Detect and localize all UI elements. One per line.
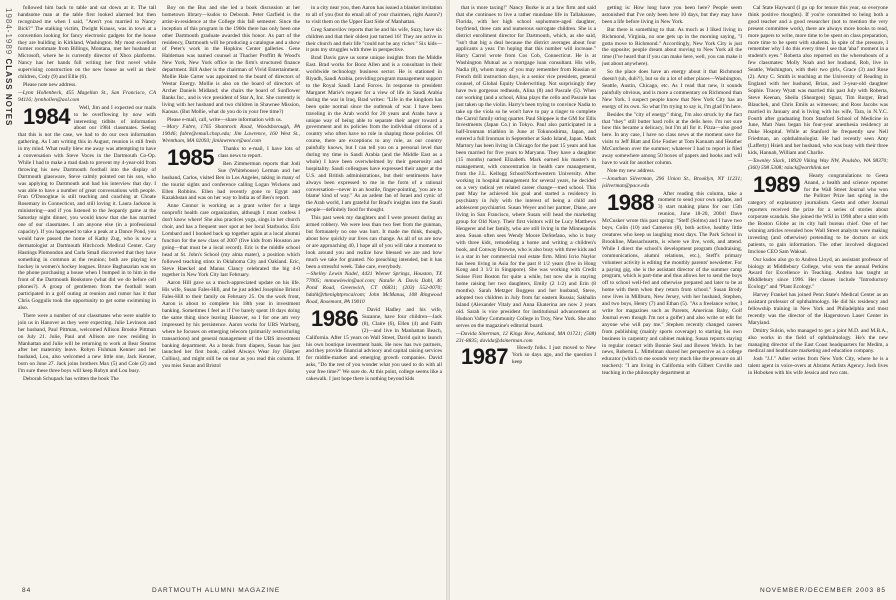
class-note-paragraph: Harvey Frankel has joined Penn State's Medical Center as an assistant professor of ophthalmology. He did his residency and fellowship training in New York and Philadelphia and most recently was the director of the Hagerstown Laser Center in Maryland.	[748, 292, 888, 326]
class-note-paragraph: Aaron Hill gave us a much-appreciated update on his life. His wife, Susan Fales-Hill, and he just added Josephine Bristol Fales-Hill to their family on February 25. On the work front, Aaron is about to complete his 18th year in investment banking. Sometimes I feel as if I've barely spent 18 days doing the same thing since leaving Hanover, so I for one am very impressed by his persistence. Aaron works for UBS Warburg, where he focuses on emerging telecom (primarily restructuring transactions) and general management of the UBS investment banking department. As a break from diapers, Susan has just launched her first book, called Always Wear Joy (Harper Collins), and might still be on tour as you read this column. If you miss Susan and Bristol	[162, 280, 300, 370]
class-note-paragraph: Josh "J.J." Adler writes from New York City, where he is a talent agent in voice-overs at Abrams Artists Agency. Josh lives in Hoboken with his wife Jessica and two cats.	[748, 356, 888, 377]
section-range: 1984-1989	[4, 8, 13, 56]
correspondent-signature: —Lynn Hollenbeck, 455 Magellan St., San Francisco, CA 94116; lynnhollen@aol.com	[18, 89, 156, 103]
left-page-number: 84	[22, 587, 32, 594]
class-year-heading: 1984	[23, 103, 70, 129]
class-year-entry	[456, 344, 596, 370]
class-year-entry	[18, 105, 156, 312]
section-title: CLASS NOTES	[4, 58, 13, 127]
class-note-text: Hearty congratulations to Geeta Anand, a health and science reporter for the Wall Street Journal who won the Pulitzer Prize last spring in the category of explanatory journalism. Geeta and other Journal reporters received the prize for a series of stories about corporate scandals. She joined the WSJ in 1998 after a stint with the Boston Globe as its city hall bureau chief. One of her winning articles revealed how Wall Street analysts were making investing (and otherwise) pretending to be doctors or sick patients, to gain information. The other involved disgraced Imclone CEO Sam Waksal.	[748, 172, 888, 255]
class-year-entry	[162, 145, 300, 171]
class-note-paragraph: Boy on the Bus and she led a book discussion at her hometown library—kudos to Deborah. Peter Garfield is the artist-in-residence at the College this fall semester. Since the inception of this program in the 1960s there has only been one other Dartmouth graduate awarded this honor. As part of the residency, Dartmouth will be producing a catalogue and a show of Peter's work in the Hopkins Center galleries. Gene Haldeman was named counsel at Thacher Proffitt & Wood's New York, New York office in the firm's structured finance department. Bill Asher is the chairman of Vivid Entertainment. Mollie Hale Carter was appointed to the board of directors of Westar Energy. Mollie is also on the board of directors of Archer Daniels Midland; she chairs the board of Sunflower Banks Inc., and is vice president of Star A, Inc. She currently is living with her husband and two children in Shawnee Mission, Kansas. (But Mollie, what do you do in your free time?)	[162, 5, 300, 115]
class-year-heading: 1987	[461, 344, 508, 370]
correspondent-signature: —Mary Fabre, 1765 Shamrock Road, Woodsborough, PA 19046; fabre@email.chop.edu; Jim Lawrence, 160 West St., Wrentham, MA 02093; jimlawrence@aol.com	[162, 124, 300, 145]
class-note-paragraph: Anne Connor is working as a grant writer for a large nonprofit health care organization, although I must confess I don't know where! She also practices yoga, sings in her church choir, and has a frequent user spot at her local Starbucks. Eric Lombard and I hooked back up together again at a local alumni function for the new class of 2007 (five kids from Houston are going—that must be a local record). Eric is the middle school head at St. John's School (my alma mater), a position which followed teaching stints in Oklahoma City and Oakland. Eric, Steve Haeckel and Manus Clancy celebrated the big 4-0 together in New York City last February.	[162, 203, 300, 279]
text-column-4	[456, 5, 596, 583]
class-note-paragraph: Please e-mail, call, write—share information with us.	[167, 116, 283, 123]
class-note-paragraph: Please note new address.	[23, 81, 77, 88]
class-year-entry	[306, 307, 442, 383]
class-note-text: Howdy folks. I just moved to New York so days ago, and the question I keep	[511, 345, 596, 366]
magazine-title: DARTMOUTH ALUMNI MAGAZINE	[152, 587, 281, 594]
text-column-5	[602, 5, 742, 583]
right-page-number: 85	[876, 587, 886, 594]
class-year-heading: 1986	[311, 305, 358, 331]
class-note-text: Thanks to e-mail, I have lots of class news to report.	[217, 146, 300, 160]
class-note-paragraph: Brad Davis gave us some unique insights from the Middle East. Brad works for Booz Allen and is a consultant in their worldwide technology business sector. He is stationed in Riyadh, Saudi Arabia, providing program management support to the Royal Saudi Land Forces. In response to president Margaret Marie's request for a view of life in Saudi Arabia during the war in Iraq, Brad writes: "Life in the kingdom has been quite normal since the outbreak of war. I have been traveling in the Arab world for 20 years and Arabs have a unique way of being able to separate their anger toward a government and its policies from the individual citizens of a country who often have no role in shaping those policies. Of course, there are exceptions to any rule, as our country painfully knows, but I can tell you on a personal level that during my time in Saudi Arabia (and the Middle East as a whole) I have been overwhelmed by their generosity and hospitality. Saudi colleagues have expressed their anger at the U.S. and British administrations, but their sentiments have always been expressed to me in the form of a rational conversation—never in an hostile, finger-pointing, 'you are to blame' kind of way." As an ardent fan of Israel and cynic of the Arab world, I am grateful for Brad's insights into the Saudi people—definitely food for thought.	[306, 55, 442, 214]
class-note-paragraph: getting is: How long have you been here? People seem astonished that I've only been here 10 days, but they may have been a life before living in New York.	[602, 5, 742, 25]
class-note-paragraph: There were a number of our classmates who were unable to join us in Hanover as they were expecting. Julie Levinson and her husband, Paul Pittman, welcomed Allison Brooke Pittman on July 21. Julie, Paul and Allison are now residing in Manhattan and Julie will be returning to work at Bear Stearns after her maternity leave. Robyn Fishman Kenner and her husband, Lou, also welcomed a new little one, Jack Kenner, born on June 27. Jack joins brothers Max (5) and Cole (2) and I'm sure these three boys will keep Robyn and Lou busy.	[18, 312, 156, 375]
class-note-paragraph: So the place does have an energy about it that Richmond doesn't (uh, duh?!), but so do a lot of other places—Washington, Seattle, Austin, Chicago, etc. As I read that new, it sounds painfully obvious, and is more a commentary on Richmond than New York. I suspect people know that New York City has an energy of its own. So what I'm trying to say is, I'm glad I'm here.	[602, 69, 742, 110]
class-note-text: Well, Jim and I expected our mails to be overflowing by now with interesting tidbits of information about our 1984 classmates. Seeing that this is not the case, we had to do our own information gathering. As I am writing this in August, reunion is still fresh in my mind. What really blew me away was attempting to have a conversation with Steve Voces in the Dartmouth Co-Op. While I had to make a mad dash to prevent my 4-year-old from throwing his new Dartmouth football into the display of Dartmouth glassware, Steve calmly pointed out his son, who was applying to Dartmouth and had his interview that day. I was able to have a number of great conversations with people. Fran O'Donoghue is still teaching and coaching at Choate Rosemary in Connecticut, and still loving it. Laura Jackson is ministering—and if you listened to the Jeopardy game at the Saturday night dinner, you would know that she has married one of our classmates. I am anyone else (in a professional capacity). If you happened to take a peak at a Dance Pond, you would have passed the home of Kathy Zug, who is now a dermatologist at Dartmouth Hitchcock Medical Center. Cary Hastings Plomondon and Carla Small discovered that they have something in common at the reunion; both are playing ice hockey in women's hockey leagues. Bruce Baghasarian was on the phone purchasing a house when I bumped in to him in the front of the Dartmouth Bookstore (what did we do before cell phones?). A group of gentlemen from the football team participated in a golf outing at reunion and rumor has it that Chris Goggulis took the opportunity to get some swimming in also.	[18, 104, 156, 311]
class-note-paragraph: Greg Samovilov reports that he and his wife, Suzy, have six children and that their oldest just turned 16! They are active in their church and their life "could not be any richer." Six kids—it puts my struggles with three in perspective.	[306, 26, 442, 54]
correspondent-signature: —Jonathan Silverman, 296 Union St., Brooklyn, NY 11231; jsilverman@pace.edu	[602, 175, 742, 189]
class-year-heading: 1989	[753, 171, 800, 197]
class-note-paragraph: Note my new address.	[607, 167, 655, 174]
class-note-paragraph: that is more taxing!" Nancy Burke is at a law firm and said that she continues to live a rather mundane life in Tallahassee, Florida, with her high school sophomore-aged daughter, boyfriend, three cats and numerous surrogate children. She is a district enrollment director for Dartmouth, which, as she said, "isn't that big a deal because the district averages about four applicants a year. I'm hoping that this number will increase." Harry Carrol wrote from Cos Cob, Connecticut. He is at Washington Mutual as a mortgage loan consultant. His wife, Nadia (8), whom many of you may remember from Russian or French drill instruction days, is a senior vice president, general counsel, of Global Equity Underwriting. Not surprisingly they have two gorgeous redheads, Alina (8) and Pascale (5). When not working (and a school, Alina plays the cello and Pascale has just taken up the violin. Harry's been trying to convince Nadia to take up the viola so he won't have to pay a ringer to complete the Carrol family string quartet. Paul Shippee is the GM for Ellis Investments (Japan Co.) in Tokyo. Paul also participated in a half-Ironman triathlon in June at Tokunoshima, Japan, and entered a full Ironman in September at Sado Island, Japan. Mark Martory has been living in Chicago for the past 15 years and has been married for five years to Maryann. They have a daughter (15 months) named Elizabeth. Mark earned his master's in management, with concentration in health care management, from the J.L. Kellogg School/Northwestern University. After working in hospital management for several years, he decided on a very radical yet related career change—med school. This past May he achieved his goal and started a residency in psychiatry in July with the interest of being a child and adolescent psychiatrist. Susan Weyer and her partner, Diane, are living in San Francisco, where Susan will head the marketing group for Old Navy. Their first visitors will be Lucy Matthews Hengerer and her family, who are still living in the Minneapolis area. Susan often sees Wendy Moore DeStefano, who is busy with three kids, remodeling a home and writing a children's book, and Conway Browne, who is also busy with three kids and is a star in her commercial real estate firm. Mimi Icrio Naylor has been living in Asia for the past 8 1/2 years (five in Hong Kong and 3 1/2 in Singapore). She was working with Credit Suisse First Boston for quite a while, but now she is staying home raising her two daughters, Emily (2 1/2) and Erin (8 months). Sarah Metzger Boggess and her husband, Steve, adopted two children in July from far eastern Russia; Sakhalin Island (Alexander Vitaly and Anna Ekaterina are now 2 years old. Sarah is vice president for institutional advancement at Hudson Valley Community College in Troy, New York. She also serves on the magazine's editorial board.	[456, 5, 596, 329]
text-column-2	[162, 5, 300, 583]
class-year-entry	[602, 191, 742, 377]
class-note-paragraph: Cal State Hayward (I go up for tenure this year, so everyone think positive thoughts). If you're committed to being both a good teacher and a good researcher (not to mention the very present committee work), there are always more books to read, more papers to write, more time to be spent on class preparation, more time to be spent with students. In spite of the pressure, I remember why I do this every time I see that 'aha!' moment in a student's eyes." Roberta also reported on the whereabouts of a few classmates: Molly Noah and her husband, Rob, live in Seattle, Washington, with their two girls, Grace (3) and Rose (2). Amy C. Smith is teaching at the University of Reading in England with her husband, Brian, and 3-year-old daughter Sophie. Tracey Wyatt was married this past July with Roberta, Steve Keenan, Sheila (Sheargen) Sguar, Tim Burger, Brad Blauchek, and Chris Emils as witnesses; and Ross Jacobs was married in January and is living with his wife, Tara, in N.Y.C. Fourth after graduating from Stanford School of Medicine in June, Matt Nass began his four-year anesthesia residency at Duke Hospital. While at Stanford he frequently saw Nell Friedman, an ophthalmologist. He had recently seen Amy (Lafferty) Hsieh and her husband, who was busy with their three kids, Hannah, William and Charlie.	[748, 5, 888, 157]
class-year-heading: 1988	[607, 189, 654, 215]
class-note-paragraph: followed him back to table and sat down at it. The tall handsome man at the table first looked alarmed but then recognized me when I said, "Aren't you married to Nancy Bick?" The stalking victim, Dwight Krauss, was in town at a convention looking for fancy electronic gadgets for the house they are building in Kirkland, Washington. My most excellent former roommate from Billings, Montana, met her husband at Microsoft, where he is currently director of Xbox platforms. Nancy has her hands full writing her first novel while supervising construction on the new house as well as their children, Cody (9) and Ellie (6).	[18, 5, 156, 81]
class-note-paragraph: Besides the "city of energy" thing, I'm also struck by the fact that "they" still butter hard rolls at the delis here. I'm not sure how this became a delicacy, but I'm all for it. Pizza—also good here. In any case, I have no class news at the moment save for visits to Jeff Blatt and Erie Fosher at Tom Kannam and Heather McCutcheon over the summer; whatever I had to report is filed away somewhere among 50 boxes of papers and books and will have to wait for another column.	[602, 111, 742, 166]
correspondent-signature: —Tawnley Slack, 18920 Viking Way NW, Poulsbo, WA 98370; (360) 598 5308; tslack@earthlink.net	[748, 157, 888, 171]
correspondent-signature: —Davida Sinerman, 12 Kings Row, Ashland, MA 01721; (508) 231-8835; davida@dsinerman.com	[456, 330, 596, 344]
class-note-text: After reading this column, take a moment to send your own update, and 3) start making plans for our 15th reunion, June 18-20, 2004! Dave McCusker wrote this past spring: "Steff (Solms) and I have two boys, Colin (10) and Cameron (8), both active, healthy little creatures who keep us laughing most days. The Park School in Brookline, Massachusetts, is where we live, work, and attend. While I direct the school's development program (fundraising, communications, alumni relations, etc.), Steff's primary volunteer activity is editing the monthly parents' newsletter. For a paying gig, she is the assistant director of the summer camp program, which is part-time and thus allows her to send the boys off to school well-fed and otherwise prepared and later to be at home with them when they return from school." Susan Brody now lives in Millburn, New Jersey, with her husband, Stephen, and two boys, Henry (7) and Ethan (5). "As a freelance writer, I write for magazines such as Parents, American Baby, Golf Journal even though I'm not a golfer) and also write or edit for anyone who will pay me." Stephen recently changed careers from publishing (mainly sports coverage) to starting his own business in carpentry and cabinet making. Susan reports staying in regular contact with Bonnie Seal and Bowen Welch. In her news, Roberta L. Mittelman shared her perspective as a college educator (which to me sounds very much like the pressure on all teachers): "I am living in California with Gilbert Coville and teaching in the philosophy department at	[602, 190, 742, 377]
issue-date: NOVEMBER/DECEMBER 2003	[760, 587, 875, 594]
class-note-paragraph: But there is something to that. As much as I liked living in Richmond, Virginia, no one gets up in the morning saying, "I gotta move to Richmond." Accordingly, New York City is just the opposite; people dream about moving to New York all the time (I've heard that if you can make here, well, you can make it just about anywhere).	[602, 26, 742, 68]
class-note-paragraph: This past week my daughters and I were present during an armed robbery. We were less than two feet from the gunman, but fortunately no one was hurt. It made me think, though, about how quickly our lives can change. As all of us are now or are approaching 40, I hope all of you will take a moment to look around you and realize how blessed we are and how much we take for granted. No preaching intended, but it has been a stressful week. Take care, everybody.	[306, 215, 442, 270]
class-note-paragraph: in a city near you, then Aaron has issued a blanket invitation to all of you (but do email all of your chairmen, right Aaron?) to visit them on the Upper East Side of Manhattan.	[306, 5, 442, 25]
text-column-1	[18, 5, 156, 583]
class-note-paragraph: Deborah Schupack has written the book The	[23, 376, 119, 383]
text-column-3	[306, 5, 442, 583]
text-column-6	[748, 5, 888, 583]
correspondent-signature: —Shelley Lewin Nadel, 4431 Wiener Springs, Houston, TX 77005; mnnawlewin@aol.com; Natalie A. Davis Dahl, 46 Pond Road, Greenwich, CT 06831; (203) 552-0070; hdahl@thenightprocalcom; John McManus, 108 Ringwood Road, Rosemont, PA 19010	[306, 271, 442, 306]
class-notes-side-label	[2, 8, 16, 208]
class-year-heading: 1985	[167, 145, 214, 171]
class-note-paragraph: Ben Zimmerman reports that Jodi Sue (Whitehouse) Lerman and her husband, Carlos, visited Ben in Los Angeles, taking in many of the tourist sights and conference calling Logan Wickens and Ellen Robbins. Ellen had recently gone to Egypt and Kazakhstan and was on her way to India as of Ben's report.	[162, 160, 300, 202]
class-note-paragraph: Dmitry Sulsin, who managed to get a joint M.D. and M.B.A., also works in the field of ophthalmology. He's the new managing director of the East Coast headquarters for Medim, a medical and healthcare marketing and education company.	[748, 327, 888, 355]
class-note-paragraph: Our kudos also go to Andrea Lloyd, an assistant professor of biology at Middlebury College, who won the annual Perkins Award for Excellence in Teaching. Andrea has taught at Middlebury since 1996. Her classes include "Introductory Ecology" and "Plant Ecology."	[748, 256, 888, 291]
class-note-text: David Hadley and his wife, Suzanne, have four children—Jack (8), Claire (6), Ellen (4) and Faith (2)—and live in Manhattan Beach, California. After 15 years on Wall Street, David quit to launch his own boutique investment bank. He now has two partners, and they provide financial advisory and capital raising services for middle-market and emerging growth companies. David asks, "Do the rest of you wonder what you used to do with all your free time?" We sure do. At this point, college seems like a cakewalk. I just hope there is nothing beyond kids	[306, 306, 442, 383]
class-year-entry	[748, 173, 888, 256]
